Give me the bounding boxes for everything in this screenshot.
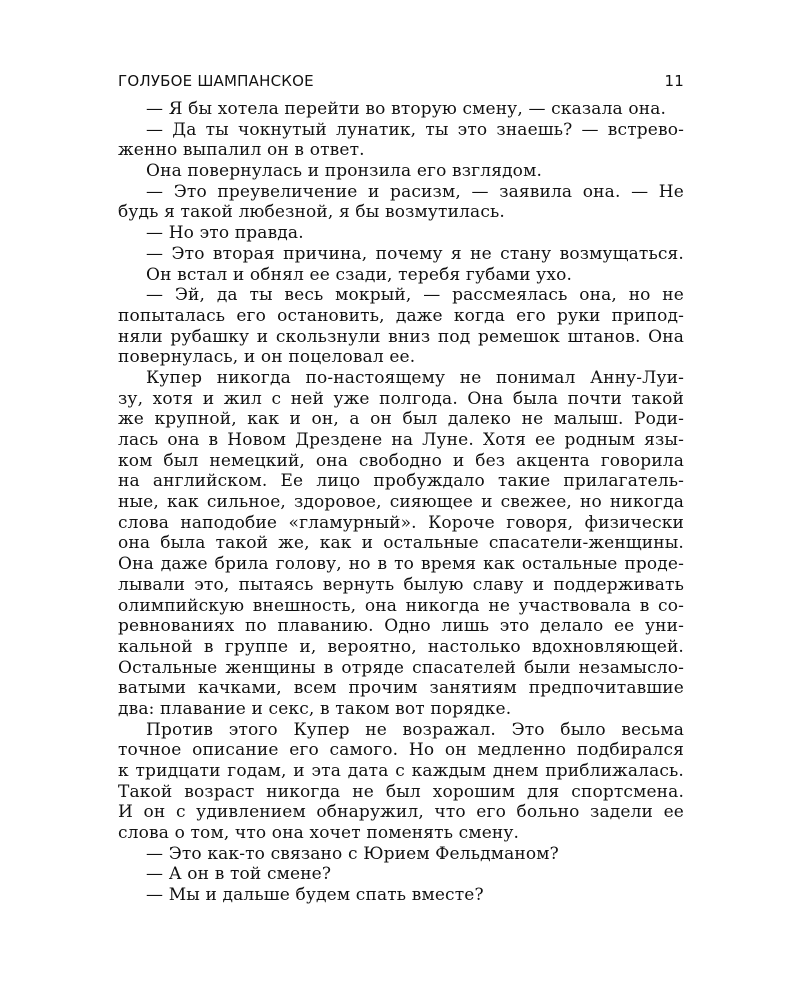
text-line: слова наподобие «гламурный». Короче говоря, физически [118,512,684,533]
text-line: будь я такой любезной, я бы возмутилась. [118,202,505,223]
text-line: — А он в той смене? [146,864,332,885]
running-header [118,70,684,92]
text-line: женно выпалил он в ответ. [118,140,365,161]
text-line: няли рубашку и скользнули вниз под ремешок штанов. Она [118,326,684,347]
text-line: лывали это, пытаясь вернуть былую славу и поддерживать [118,574,684,595]
text-line: — Это преувеличение и расизм, — заявила она. — Не [146,181,684,202]
text-line: на английском. Ее лицо пробуждало такие прилагатель- [118,471,684,492]
text-line: кальной в группе и, вероятно, настолько вдохновляющей. [118,636,684,657]
text-line: — Да ты чокнутый лунатик, ты это знаешь? — встрево- [146,119,684,140]
text-line: И он с удивлением обнаружил, что его больно задели ее [118,802,684,823]
text-line: слова о том, что она хочет поменять смену. [118,823,520,844]
body-text [118,99,684,906]
text-line: к тридцати годам, и эта дата с каждым днем приближалась. [118,761,684,781]
text-line: Против этого Купер не возражал. Это было весьма [146,719,684,740]
text-line: ком был немецкий, она свободно и без акцента говорила [118,450,684,471]
page-number: 11 [664,72,684,90]
text-line: ные, как сильное, здоровое, сияющее и свежее, но никогда [118,492,684,513]
text-line: два: плавание и секс, в таком вот порядке. [118,698,512,719]
text-line: — Но это правда. [146,223,304,244]
text-line: — Я бы хотела перейти во вторую смену, — сказала она. [146,99,667,119]
text-line: Она даже брила голову, но в то время как остальные проде- [118,554,684,575]
text-line: точное описание его самого. Но он медленно подбирался [118,740,684,761]
book-title: ГОЛУБОЕ ШАМПАНСКОЕ [118,72,314,90]
text-line: — Мы и дальше будем спать вместе? [146,885,484,906]
text-line: повернулась, и он поцеловал ее. [118,347,416,368]
text-line: — Это как-то связано с Юрием Фельдманом? [146,843,559,864]
text-line: олимпийскую внешность, она никогда не участвовала в со- [118,595,684,616]
text-line: Купер никогда по-настоящему не понимал Анну-Луи- [146,367,684,388]
text-line: же крупной, как и он, а он был далеко не малыш. Роди- [118,409,684,430]
text-line: Она повернулась и пронзила его взглядом. [146,161,542,182]
text-line: Остальные женщины в отряде спасателей были незамысло- [118,657,684,678]
text-line: зу, хотя и жил с ней уже полгода. Она была почти такой [118,388,684,409]
text-line: Такой возраст никогда не был хорошим для спортсмена. [118,781,684,802]
text-line: Он встал и обнял ее сзади, теребя губами ухо. [146,264,573,285]
text-line: — Эй, да ты весь мокрый, — рассмеялась она, но не [146,285,684,306]
text-line: попыталась его остановить, даже когда его руки припод- [118,305,684,326]
text-line: — Это вторая причина, почему я не стану возмущаться. [146,243,684,264]
text-line: она была такой же, как и остальные спасатели-женщины. [118,533,684,554]
text-line: ватыми качками, всем прочим занятиям предпочитавшие [118,678,684,699]
text-line: лась она в Новом Дрездене на Луне. Хотя ее родным язы- [118,430,684,450]
text-line: ревнованиях по плаванию. Одно лишь это делало ее уни- [118,616,684,637]
